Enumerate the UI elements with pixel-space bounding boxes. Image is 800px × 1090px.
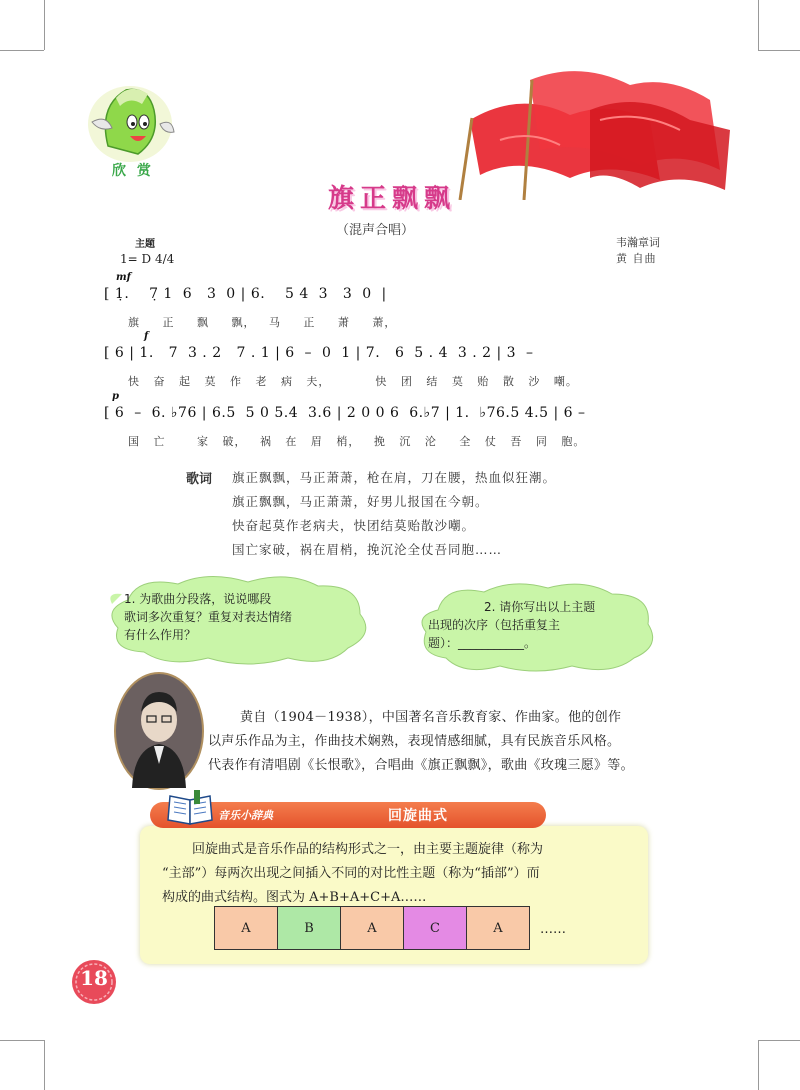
question-2-line: 题）：___________。 bbox=[428, 636, 537, 650]
composer-portrait bbox=[114, 672, 204, 790]
question-2-line: 2. 请你写出以上主题 bbox=[484, 600, 596, 614]
dictionary-title: 回旋曲式 bbox=[388, 808, 448, 824]
section-label: 欣 赏 bbox=[112, 163, 154, 179]
question-1-line: 有什么作用？ bbox=[124, 628, 197, 642]
dictionary-label: 音乐小辞典 bbox=[218, 809, 273, 822]
lyrics-label: 歌词 bbox=[186, 472, 213, 487]
dictionary-line: 构成的曲式结构。图式为 A+B+A+C+A…… bbox=[162, 890, 427, 905]
form-cell: A bbox=[214, 906, 278, 950]
question-1-text bbox=[124, 590, 292, 644]
key-signature: 1= D 4/4 bbox=[120, 252, 175, 266]
theme-label: 主题 bbox=[135, 239, 155, 250]
dynamics-mark: f bbox=[144, 331, 149, 342]
question-2-text bbox=[428, 598, 595, 652]
dynamics-mark: mf bbox=[116, 272, 131, 283]
mascot-illustration bbox=[78, 76, 178, 166]
lyrics-line: 快奋起莫作老病夫，快团结莫贻散沙嘲。 bbox=[232, 518, 476, 533]
form-cell: C bbox=[404, 906, 467, 950]
score-notes: [ 6 | 1. 7 3 . 2 7 . 1 | 6 – 0 1 | 7. 6 5 . 4 3 . 2 | 3 – bbox=[104, 345, 534, 361]
song-title: 旗正飘飘 bbox=[328, 184, 457, 214]
rondo-form-diagram bbox=[214, 906, 530, 950]
biography-line: 黄自（1904－1938），中国著名音乐教育家、作曲家。他的创作 bbox=[240, 710, 622, 725]
red-flags-illustration bbox=[440, 60, 740, 200]
book-icon bbox=[164, 788, 218, 828]
lyrics-line: 国亡家破，祸在眉梢，挽沉沦全仗吾同胞…… bbox=[232, 542, 503, 557]
dictionary-line: “主部”）每两次出现之间插入不同的对比性主题（称为“插部”）而 bbox=[162, 866, 540, 881]
dictionary-line: 回旋曲式是音乐作品的结构形式之一，由主要主题旋律（称为 bbox=[192, 842, 544, 857]
question-1-line: 1. 为歌曲分段落，说说哪段 bbox=[124, 592, 272, 606]
form-cell: A bbox=[341, 906, 404, 950]
score-notes: [ 6 – 6. ♭76 | 6.5 5 0 5.4 3.6 | 2 0 0 6 6.♭7 | 1. ♭76.5 4.5 | 6 – bbox=[104, 405, 586, 421]
dynamics-mark: p bbox=[112, 391, 119, 402]
form-ellipsis: …… bbox=[540, 922, 566, 937]
form-cell: B bbox=[278, 906, 341, 950]
score-lyrics: 国 亡 家 破， 祸 在 眉 梢， 挽 沉 沦 全 仗 吾 同 胞。 bbox=[128, 435, 586, 448]
score-lyrics: 快 奋 起 莫 作 老 病 夫， 快 团 结 莫 贻 散 沙 嘲。 bbox=[128, 375, 578, 388]
biography-line: 以声乐作品为主，作曲技术娴熟，表现情感细腻，具有民族音乐风格。 bbox=[208, 734, 621, 749]
score-lyrics: 旗 正 飘 飘， 马 正 萧 萧， bbox=[128, 316, 397, 329]
composer-credit: 黄 自曲 bbox=[616, 252, 657, 265]
question-1-line: 歌词多次重复？重复对表达情绪 bbox=[124, 610, 293, 624]
score-notes: [ 1̣. 7̣ 1 6 3 0 | 6. 5 4 3 3 0 | bbox=[104, 286, 387, 302]
form-cell: A bbox=[467, 906, 530, 950]
lyricist-credit: 韦瀚章词 bbox=[616, 236, 660, 249]
biography-line: 代表作有清唱剧《长恨歌》，合唱曲《旗正飘飘》，歌曲《玫瑰三愿》等。 bbox=[208, 758, 634, 773]
page-number: 18 bbox=[80, 966, 108, 990]
song-subtitle: （混声合唱） bbox=[336, 223, 415, 238]
lyrics-line: 旗正飘飘，马正萧萧，好男儿报国在今朝。 bbox=[232, 494, 489, 509]
question-2-line: 出现的次序（包括重复主 bbox=[428, 618, 561, 632]
lyrics-line: 旗正飘飘，马正萧萧，枪在肩，刀在腰，热血似狂潮。 bbox=[232, 470, 557, 485]
